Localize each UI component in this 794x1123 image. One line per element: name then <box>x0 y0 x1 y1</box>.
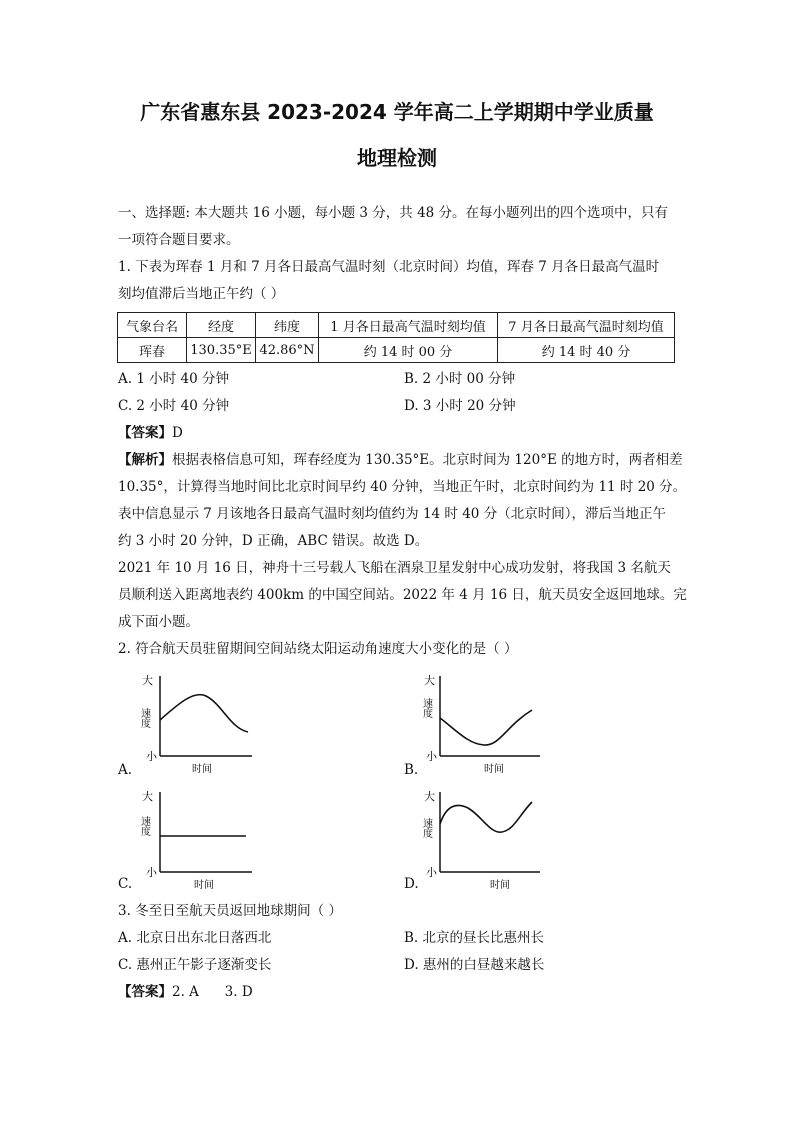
q3-option-c: C. 惠州正午影子逐渐变长 <box>118 957 272 973</box>
graph-label-big: 大 <box>424 674 435 687</box>
speed-curve <box>440 710 532 745</box>
answer-value: 2. A 3. D <box>172 984 253 1000</box>
graph-label-big: 大 <box>142 790 153 803</box>
graph-label-small: 小 <box>146 750 157 763</box>
table-cell: 约 14 时 00 分 <box>319 338 498 363</box>
q1-option-a: A. 1 小时 40 分钟 <box>118 371 229 387</box>
q2-graph-b <box>404 668 544 778</box>
speed-curve <box>160 695 248 732</box>
passage-line: 成下面小题。 <box>118 614 199 630</box>
table-cell: 130.35°E <box>187 338 256 363</box>
page-title: 广东省惠东县 2023-2024 学年高二上学期期中学业质量 <box>140 100 654 124</box>
q1-answer <box>118 424 183 442</box>
graph-xaxis-label: 时间 <box>484 764 504 775</box>
graph-xaxis-label: 时间 <box>490 880 510 891</box>
q2-stem: 2. 符合航天员驻留期间空间站绕太阳运动角速度大小变化的是（ ） <box>118 641 518 657</box>
analysis-text: 根据表格信息可知，珲春经度为 130.35°E。北京时间为 120°E 的地方时，两者相差 <box>172 452 683 468</box>
section-instruction: 一、选择题: 本大题共 16 小题，每小题 3 分，共 48 分。在每小题列出的四个选项中，只有 <box>118 205 669 221</box>
q2-option-c: C. <box>118 876 133 892</box>
table-cell: 珲春 <box>118 338 187 363</box>
answer-label: 【答案】 <box>118 984 172 1000</box>
answer-label: 【答案】 <box>118 425 172 441</box>
table-header-cell: 气象台名 <box>118 313 187 338</box>
q1-analysis-line: 表中信息显示 7 月该地各日最高气温时刻均值约为 14 时 40 分（北京时间），滞后当地正午 <box>118 506 666 522</box>
graph-label-small: 小 <box>426 866 437 879</box>
table-cell: 42.86°N <box>256 338 319 363</box>
graph-yaxis-label: 速度 <box>138 708 150 728</box>
graph-yaxis-label: 速度 <box>420 698 432 718</box>
speed-curve <box>440 802 532 832</box>
q2-graph-c <box>118 784 258 894</box>
graph-label-small: 小 <box>146 866 157 879</box>
q1-stem: 1. 下表为珲春 1 月和 7 月各日最高气温时刻（北京时间）均值，珲春 7 月各日最高气温时 <box>118 259 660 275</box>
q1-analysis <box>118 451 683 469</box>
q1-stem-cont: 刻均值滞后当地正午约（ ） <box>118 286 285 302</box>
analysis-label: 【解析】 <box>118 452 172 468</box>
table-header-cell: 纬度 <box>256 313 319 338</box>
q1-option-d: D. 3 小时 20 分钟 <box>404 398 516 414</box>
q2-graph-a <box>118 668 258 778</box>
graph-xaxis-label: 时间 <box>194 880 214 891</box>
graph-yaxis-label: 速度 <box>138 816 150 836</box>
q2-graph-d <box>404 784 544 894</box>
q2-q3-answers <box>118 983 253 1001</box>
table-cell: 约 14 时 40 分 <box>498 338 675 363</box>
graph-yaxis-label: 速度 <box>420 818 432 838</box>
table-header-cell: 经度 <box>187 313 256 338</box>
table-row <box>118 338 675 363</box>
q1-analysis-line: 约 3 小时 20 分钟，D 正确，ABC 错误。故选 D。 <box>118 533 429 549</box>
table-header-cell: 1 月各日最高气温时刻均值 <box>319 313 498 338</box>
q3-stem: 3. 冬至日至航天员返回地球期间（ ） <box>118 903 342 919</box>
graph-xaxis-label: 时间 <box>192 764 212 775</box>
q1-option-c: C. 2 小时 40 分钟 <box>118 398 230 414</box>
table-header-cell: 7 月各日最高气温时刻均值 <box>498 313 675 338</box>
q1-analysis-line: 10.35°，计算得当地时间比北京时间早约 40 分钟，当地正午时，北京时间约为 11 时 20 分。 <box>118 479 687 495</box>
graph-label-small: 小 <box>426 750 437 763</box>
q3-option-a: A. 北京日出东北日落西北 <box>118 930 272 946</box>
q1-option-b: B. 2 小时 00 分钟 <box>404 371 516 387</box>
page-subtitle: 地理检测 <box>357 146 437 170</box>
table-header-row <box>118 313 675 338</box>
q3-option-b: B. 北京的昼长比惠州长 <box>404 930 545 946</box>
answer-value: D <box>172 425 183 441</box>
q1-table <box>117 312 675 363</box>
section-instruction-cont: 一项符合题目要求。 <box>118 232 240 248</box>
q2-option-a: A. <box>118 762 133 778</box>
q2-option-b: B. <box>404 762 419 778</box>
graph-label-big: 大 <box>424 790 435 803</box>
q3-option-d: D. 惠州的白昼越来越长 <box>404 957 545 973</box>
q2-option-d: D. <box>404 876 419 892</box>
passage-line: 员顺利送入距离地表约 400km 的中国空间站。2022 年 4 月 16 日，航天员安全返回地球。完 <box>118 587 687 603</box>
graph-label-big: 大 <box>142 674 153 687</box>
passage-line: 2021 年 10 月 16 日，神舟十三号载人飞船在酒泉卫星发射中心成功发射，将我国 3 名航天 <box>118 560 671 576</box>
